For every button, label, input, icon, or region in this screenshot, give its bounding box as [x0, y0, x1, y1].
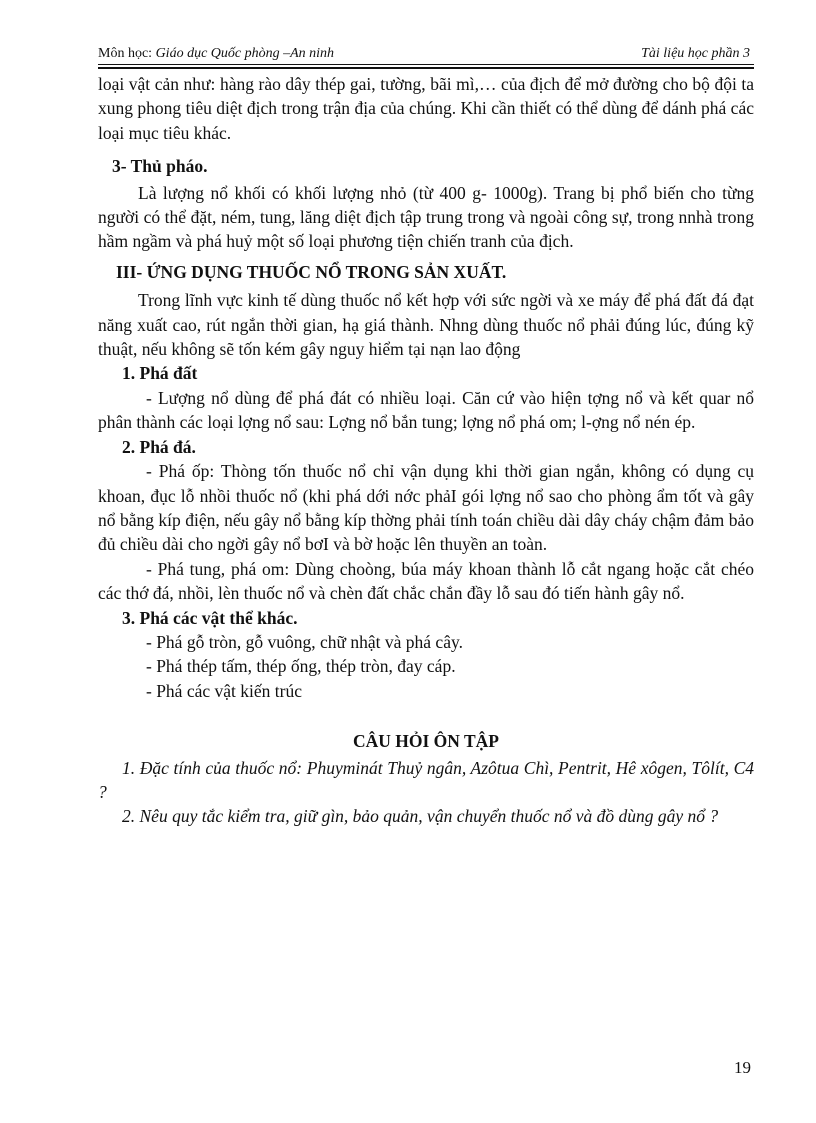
header-document-title: Tài liệu học phần 3 [641, 46, 750, 61]
review-questions-title: CÂU HỎI ÔN TẬP [352, 731, 499, 752]
paragraph-thu-phao: Là lượng nổ khối có khối lượng nhỏ (từ 400 g- 1000g). Trang bị phổ biến cho từng người có thể đặt, ném, tung, lăng diệt địch tập trung trong và ngoài công sự, trong nnhà trong hầm ngầm và phá huỷ một số loại phương tiện chiến tranh của địch. [98, 182, 754, 252]
paragraph-pha-dat: - Lượng nổ dùng để phá đát có nhiều loại. Căn cứ vào hiện tợng nổ và kết quar nổ phân thành các loại lợng nổ sau: Lợng nổ bắn tung; lợng nổ phá om; l-ợng nổ nén ép. [98, 387, 754, 433]
header-subject-prefix: Môn học: [98, 46, 156, 61]
page-number: 19 [734, 1058, 751, 1077]
paragraph-economy: Trong lĩnh vực kinh tế dùng thuốc nổ kết hợp với sức ngời và xe máy để phá đất đá đạt năng xuất cao, rút ngắn thời gian, hạ giá thành. Nhng dùng thuốc nổ phải đúng lúc, đúng kỹ thuật, nếu không sẽ tốn kém gây nguy hiểm tại nạn lao động [98, 290, 754, 360]
subheading-pha-vat-the: 3. Phá các vật thể khác. [122, 607, 298, 628]
list-item: - Phá gỗ tròn, gỗ vuông, chữ nhật và phá cây. [146, 631, 463, 652]
page-header [98, 44, 754, 62]
review-question-2: 2. Nêu quy tắc kiểm tra, giữ gìn, bảo quản, vận chuyển thuốc nổ và đồ dùng gây nổ ? [122, 806, 719, 827]
header-subject [98, 46, 334, 62]
section-heading-application: III- ỨNG DỤNG THUỐC NỔ TRONG SẢN XUẤT. [116, 261, 507, 282]
header-rule-thick [98, 67, 754, 69]
list-item: - Phá thép tấm, thép ống, thép tròn, đay cáp. [146, 656, 456, 677]
paragraph-obstacles: loại vật cản như: hàng rào dây thép gai, tường, bãi mì,… của địch để mở đường cho bộ đội ta xung phong tiêu diệt địch trong trận địa của chúng. Khi cần thiết có thể dùng để dánh phá các loại mục tiêu khác. [98, 74, 754, 143]
review-question-1: 1. Đặc tính của thuốc nổ: Phuyminát Thuỷ ngân, Azôtua Chì, Pentrit, Hê xôgen, Tôlít, C4 ? [98, 757, 754, 802]
paragraph-pha-op: - Phá ốp: Thòng tốn thuốc nổ chỉ vận dụng khi thời gian ngắn, không có dụng cụ khoan, đục lỗ nhồi thuốc nổ (khi phá dới nớc phảI gói lợng nổ sao cho phòng ẩm tốt và gây nổ bằng kíp điện, nếu gây nổ bằng kíp thờng phải tính toán chiều dài dây cháy chậm đảm bảo đủ chiều dài cho ngời gây nổ bơI và bờ hoặc lên thuyền an toàn. [98, 461, 754, 555]
subheading-pha-dat: 1. Phá đất [122, 363, 198, 384]
page-body [98, 72, 754, 829]
paragraph-pha-tung: - Phá tung, phá om: Dùng choòng, búa máy khoan thành lỗ cắt ngang hoặc cắt chéo các thớ đá, nhồi, lèn thuốc nổ và chèn đất chắc chắn đầy lỗ sau đó tiến hành gây nổ. [98, 558, 754, 604]
subheading-pha-da: 2. Phá đá. [122, 436, 196, 457]
list-item: - Phá các vật kiến trúc [146, 680, 302, 701]
header-subject-name: Giáo dục Quốc phòng –An ninh [155, 46, 335, 61]
heading-thu-phao: 3- Thủ pháo. [112, 156, 208, 177]
header-rule-thin [98, 64, 754, 65]
